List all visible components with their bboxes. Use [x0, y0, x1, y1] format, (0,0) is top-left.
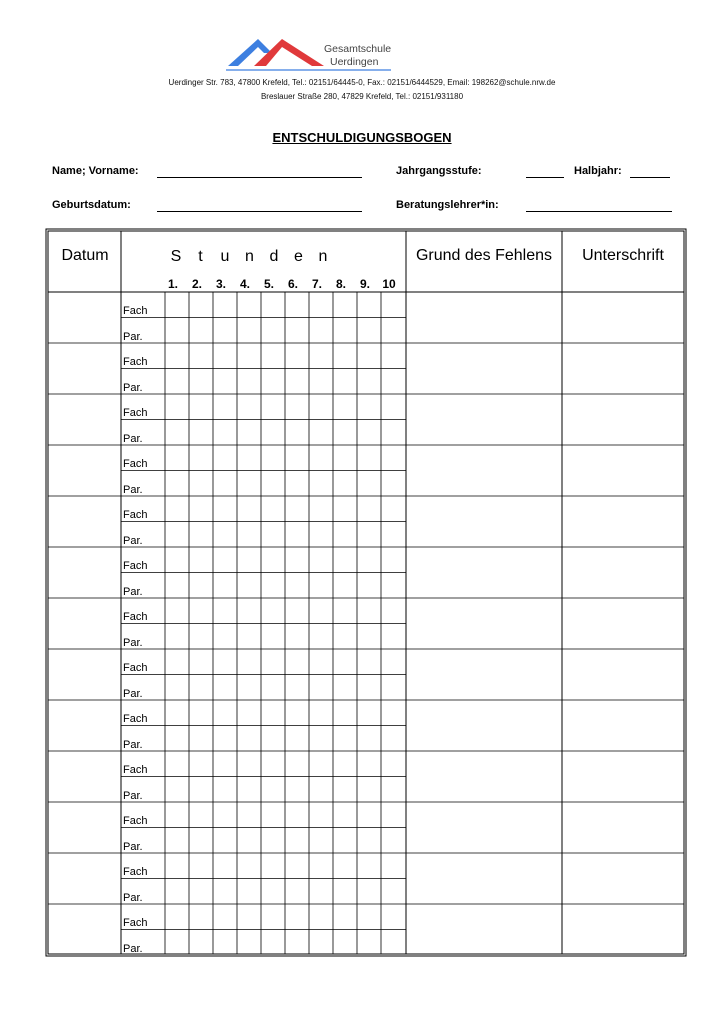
row-label-fach: Fach [123, 713, 148, 725]
address-line2: Breslauer Straße 280, 47829 Krefeld, Tel.: 02151/931180 [260, 92, 464, 101]
beratungslehrer-label: Beratungslehrer*in: [396, 199, 499, 211]
row-label-fach: Fach [123, 509, 148, 521]
logo-line2: Uerdingen [330, 56, 379, 68]
stunden-letter: e [294, 248, 303, 265]
header-datum: Datum [61, 247, 109, 264]
row-label-fach: Fach [123, 356, 148, 368]
stunden-letter: t [198, 248, 203, 265]
row-label-par: Par. [123, 688, 143, 700]
row-label-fach: Fach [123, 560, 148, 572]
row-label-par: Par. [123, 739, 143, 751]
stunden-letter: n [245, 248, 254, 265]
geburtsdatum-label: Geburtsdatum: [52, 199, 131, 211]
name-label: Name; Vorname: [52, 165, 139, 177]
row-label-par: Par. [123, 841, 143, 853]
row-label-par: Par. [123, 943, 143, 955]
hour-number: 10 [382, 277, 396, 291]
header-hours [168, 277, 396, 291]
header-stunden [171, 248, 328, 265]
row-label-par: Par. [123, 586, 143, 598]
hour-number: 9. [359, 277, 371, 291]
row-label-fach: Fach [123, 458, 148, 470]
hour-number: 1. [167, 277, 179, 291]
hour-number: 5. [263, 277, 275, 291]
row-label-fach: Fach [123, 305, 148, 317]
row-label-par: Par. [123, 484, 143, 496]
hour-number: 7. [311, 277, 323, 291]
hour-number: 3. [215, 277, 227, 291]
hour-number: 6. [287, 277, 299, 291]
hour-number: 8. [335, 277, 347, 291]
hour-number: 2. [191, 277, 203, 291]
row-label-par: Par. [123, 790, 143, 802]
stunden-letter: n [318, 248, 328, 265]
row-label-par: Par. [123, 535, 143, 547]
row-label-fach: Fach [123, 917, 148, 929]
address-line1: Uerdinger Str. 783, 47800 Krefeld, Tel.: 02151/64445-0, Fax.: 02151/6444529, Email: 198262@schule.nrw.de [168, 78, 556, 87]
table-rows [123, 305, 147, 955]
table-inner-border [48, 231, 684, 954]
stunden-letter: u [220, 248, 230, 265]
halbjahr-label: Halbjahr: [574, 165, 622, 177]
page-title: ENTSCHULDIGUNGSBOGEN [272, 130, 452, 145]
row-label-par: Par. [123, 892, 143, 904]
stunden-letter: S [170, 248, 182, 265]
row-label-par: Par. [123, 382, 143, 394]
row-label-fach: Fach [123, 764, 148, 776]
row-label-par: Par. [123, 637, 143, 649]
row-label-fach: Fach [123, 815, 148, 827]
row-label-fach: Fach [123, 611, 148, 623]
stunden-letter: d [269, 248, 279, 265]
row-label-fach: Fach [123, 407, 148, 419]
header-unterschrift: Unterschrift [582, 247, 664, 264]
row-label-fach: Fach [123, 866, 148, 878]
row-label-par: Par. [123, 331, 143, 343]
logo-line1: Gesamtschule [324, 43, 392, 55]
jahrgang-label: Jahrgangsstufe: [396, 165, 482, 177]
row-label-fach: Fach [123, 662, 148, 674]
header-grund: Grund des Fehlens [415, 247, 553, 264]
hour-number: 4. [239, 277, 251, 291]
row-label-par: Par. [123, 433, 143, 445]
